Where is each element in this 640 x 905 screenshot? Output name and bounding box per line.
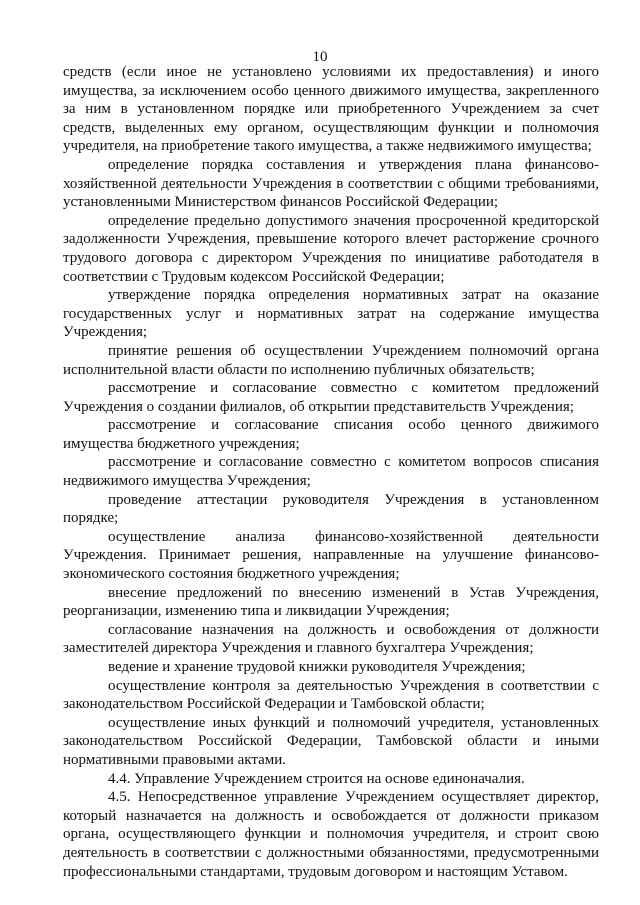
paragraph-charter-amendments: внесение предложений по внесению изменений в Устав Учреждения, реорганизации, изменению типа и ликвидации Учреждения;: [63, 584, 599, 620]
paragraph-deputy-appointments: согласование назначения на должность и освобождения от должности заместителей директора Учреждения и главного бухгалтера Учреждения;: [63, 621, 599, 657]
paragraph-financial-plan-procedure: определение порядка составления и утверждения плана финансово-хозяйственной деятельности Учреждения в соответствии с общими требованиями, установленными Министерством финансов Российской Федерации;: [63, 156, 599, 211]
paragraph-director-attestation: проведение аттестации руководителя Учреждения в установленном порядке;: [63, 491, 599, 527]
paragraph-property-disposal: средств (если иное не установлено условиями их предоставления) и иного имущества, за исключением особо ценного движимого имущества, закрепленного за ним в установленном порядке или приобретенного Учреждением за счет средств, выделенных ему органом, осуществляющим функции и полномочия учредителя, на приобретение такого имущества, а также недвижимого имущества;: [63, 64, 599, 155]
page-number: 10: [312, 49, 328, 65]
paragraph-other-functions: осуществление иных функций и полномочий учредителя, установленных законодательством Российской Федерации, Тамбовской области и иными нормативными правовыми актами.: [63, 714, 599, 768]
paragraph-normative-costs: утверждение порядка определения нормативных затрат на оказание государственных услуг и нормативных затрат на содержание имущества Учреждения;: [63, 287, 599, 341]
paragraph-overdue-payables-limit: определение предельно допустимого значения просроченной кредиторской задолженности Учреждения, превышение которого влечет расторжение срочного трудового договора с директором Учреждения по инициативе работодателя в соответствии с Трудовым кодексом Российской Федерации;: [63, 212, 599, 285]
paragraph-financial-analysis: осуществление анализа финансово-хозяйственной деятельности Учреждения. Принимает решения, направленные на улучшение финансово-экономического состояния бюджетного учреждения;: [63, 528, 599, 583]
paragraph-movable-property-writeoff: рассмотрение и согласование списания особо ценного движимого имущества бюджетного учреждения;: [63, 417, 599, 452]
paragraph-work-book: ведение и хранение трудовой книжки руководителя Учреждения;: [108, 659, 526, 675]
paragraph-clause-4-4: 4.4. Управление Учреждением строится на основе единоначалия.: [108, 770, 525, 787]
paragraph-public-obligations: принятие решения об осуществлении Учреждением полномочий органа исполнительной власти области по исполнению публичных обязательств;: [63, 342, 599, 378]
document-body: [63, 63, 599, 881]
paragraph-branches-representations: рассмотрение и согласование совместно с комитетом предложений Учреждения о создании филиалов, об открытии представительств Учреждения;: [63, 380, 599, 415]
paragraph-clause-4-5: 4.5. Непосредственное управление Учреждением осуществляет директор, который назначается на должность и освобождается от должности приказом органа, осуществляющего функции и полномочия учредителя, и строит свою деятельность в соответствии с должностными обязанностями, предусмотренными профессиональными стандартами, трудовым договором и настоящим Уставом.: [63, 789, 599, 880]
paragraph-real-estate-writeoff: рассмотрение и согласование совместно с комитетом вопросов списания недвижимого имущества Учреждения;: [63, 454, 599, 490]
paragraph-activity-control: осуществление контроля за деятельностью Учреждения в соответствии с законодательством Российской Федерации и Тамбовской области;: [63, 677, 599, 713]
